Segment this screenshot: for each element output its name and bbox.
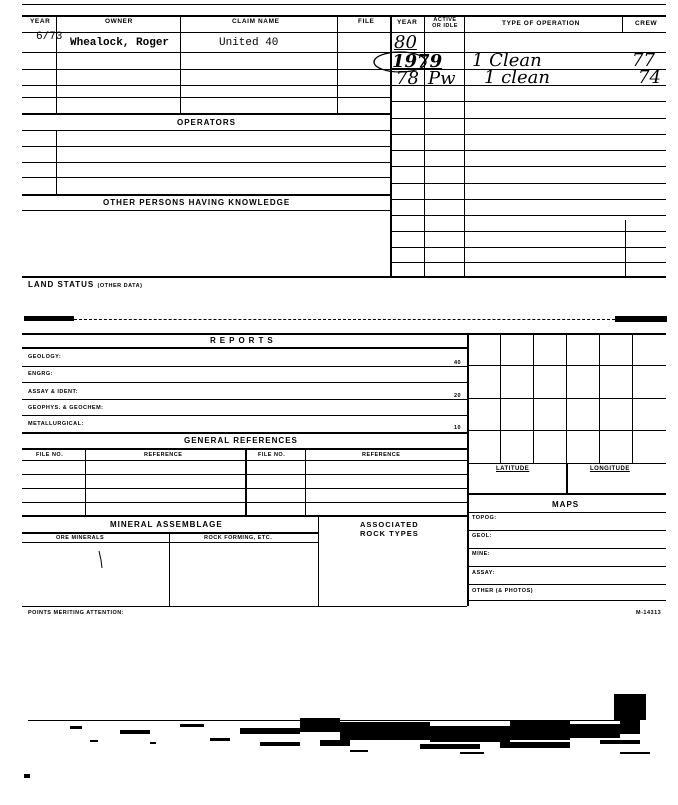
report-geophys: GEOPHYS. & GEOCHEM: <box>28 405 104 411</box>
rock-forming-col: ROCK FORMING, ETC. <box>204 535 273 541</box>
operators-heading: OPERATORS <box>177 118 236 127</box>
ref-col-reference-2: REFERENCE <box>362 452 401 458</box>
land-status-heading: LAND STATUS (OTHER DATA) <box>28 280 143 289</box>
report-geology: GEOLOGY: <box>28 354 62 360</box>
report-engrg: ENGRG: <box>28 371 53 377</box>
maps-geol: GEOL: <box>472 533 492 539</box>
maps-other: OTHER (& PHOTOS) <box>472 588 534 594</box>
associated-rock-types-heading: ASSOCIATED ROCK TYPES <box>360 520 419 538</box>
entry-owner: Whealock, Roger <box>70 37 170 49</box>
report-assay: ASSAY & IDENT: <box>28 389 79 395</box>
hand-operation-2: 1 clean <box>484 67 550 88</box>
col-active-idle: ACTIVE OR IDLE <box>432 17 458 29</box>
entry-year: 6/73 <box>36 31 63 43</box>
longitude-label: LONGITUDE <box>590 466 630 472</box>
col-claim-name: CLAIM NAME <box>232 18 280 25</box>
maps-assay: ASSAY: <box>472 570 495 576</box>
pencil-mark-icon <box>96 550 106 570</box>
maps-topog: TOPOG: <box>472 515 497 521</box>
col-owner: OWNER <box>105 18 133 25</box>
points-meriting-attention: POINTS MERITING ATTENTION: <box>28 610 125 616</box>
report-assay-num: 20 <box>454 393 462 399</box>
report-metallurgical-num: 10 <box>454 425 462 431</box>
col-type-operation: TYPE OF OPERATION <box>502 20 580 27</box>
ref-col-reference-1: REFERENCE <box>144 452 183 458</box>
report-metallurgical: METALLURGICAL: <box>28 421 84 427</box>
col-year-2: YEAR <box>397 19 418 26</box>
reports-heading: REPORTS <box>210 336 277 345</box>
col-file: FILE <box>358 18 375 25</box>
maps-mine: MINE: <box>472 551 491 557</box>
hand-year-3: 78 <box>396 68 419 89</box>
ref-col-file-2: FILE NO. <box>258 452 286 458</box>
hand-crew-1: 77 <box>632 50 655 71</box>
hand-circle-icon <box>370 48 430 76</box>
report-geology-num: 40 <box>454 360 462 366</box>
hand-active-3: Pw <box>428 68 456 89</box>
ore-minerals-col: ORE MINERALS <box>56 535 105 541</box>
entry-claim: United 40 <box>219 37 279 49</box>
latitude-label: LATITUDE <box>496 466 530 472</box>
col-crew: CREW <box>635 20 658 27</box>
mineral-assemblage-heading: MINERAL ASSEMBLAGE <box>110 520 223 529</box>
hand-crew-2: 74 <box>638 67 661 88</box>
form-number: M-14313 <box>636 610 662 616</box>
maps-heading: MAPS <box>552 500 580 509</box>
other-persons-heading: OTHER PERSONS HAVING KNOWLEDGE <box>103 198 291 207</box>
col-year: YEAR <box>30 18 51 25</box>
hand-year-2: 1979 <box>392 51 443 72</box>
hand-operation-1: 1 Clean <box>472 50 542 71</box>
hand-year-1: 80 <box>394 32 417 53</box>
scan-noise-band <box>0 690 678 790</box>
general-references-heading: GENERAL REFERENCES <box>184 436 298 445</box>
ref-col-file-1: FILE NO. <box>36 452 64 458</box>
